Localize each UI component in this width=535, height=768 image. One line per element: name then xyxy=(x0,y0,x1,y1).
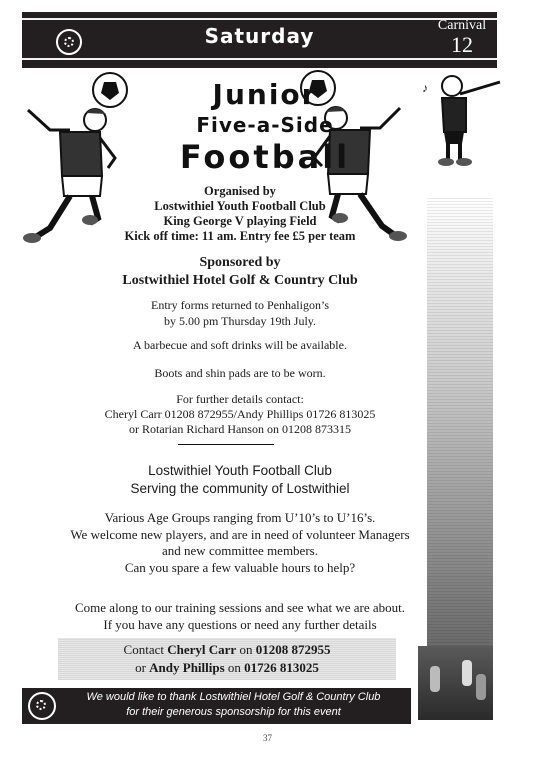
club-block xyxy=(60,462,420,498)
sponsor-name: Lostwithiel Hotel Golf & Country Club xyxy=(122,273,358,288)
footer-bar xyxy=(22,688,411,724)
entry-forms-text xyxy=(60,297,420,329)
sponsor-block xyxy=(60,254,420,290)
contact-name-2: Andy Phillips xyxy=(149,660,225,675)
referee-illustration xyxy=(420,70,510,170)
barbecue-text: A barbecue and soft drinks will be available. xyxy=(133,338,347,352)
event-title xyxy=(130,78,400,176)
venue: King George V playing Field xyxy=(163,214,317,228)
club-name: Lostwithiel Youth Football Club xyxy=(148,463,332,478)
contact-prefix-2: or xyxy=(135,660,150,675)
carnival-badge xyxy=(427,12,497,66)
contact-prefix-1: Contact xyxy=(123,642,168,657)
club-tagline: Serving the community of Lostwithiel xyxy=(130,481,350,496)
organised-by-label: Organised by xyxy=(204,184,276,198)
entry-line-2: by 5.00 pm Thursday 19th July. xyxy=(164,314,316,328)
contact-on-1: on xyxy=(236,642,256,657)
groups-line-4: Can you spare a few valuable hours to help? xyxy=(124,559,356,575)
organiser-block xyxy=(60,184,420,244)
title-line-1: Junior xyxy=(212,78,318,111)
photo-figure xyxy=(476,674,486,700)
contact-line-3: or Rotarian Richard Hanson on 01208 873315 xyxy=(129,422,351,436)
groups-line-3: and new committee members. xyxy=(162,543,318,558)
carnival-number: 12 xyxy=(451,32,473,57)
contact-on-2: on xyxy=(224,660,245,675)
header-day: Saturday xyxy=(204,24,315,48)
kickoff-and-fee: Kick off time: 11 am. Entry fee £5 per team xyxy=(124,229,356,243)
footer-line-1: We would like to thank Lostwithiel Hotel Golf & Country Club xyxy=(86,691,381,703)
sponsored-by-label: Sponsored by xyxy=(199,255,281,270)
title-line-3: Football xyxy=(179,138,351,176)
contact-phone-2: 01726 813025 xyxy=(244,660,319,675)
groups-line-1: Various Age Groups ranging from U’10’s to U’16’s. xyxy=(104,510,376,525)
groups-line-2: We welcome new players, and are in need of volunteer Managers xyxy=(70,526,410,542)
contact-label: For further details contact: xyxy=(176,392,304,406)
football-photo xyxy=(418,646,493,720)
decorative-gradient-column xyxy=(427,196,493,646)
organiser-name: Lostwithiel Youth Football Club xyxy=(154,199,326,213)
contact-box-line-2 xyxy=(58,659,396,677)
divider-line xyxy=(178,444,274,445)
age-groups-text xyxy=(40,510,440,576)
training-line-1: Come along to our training sessions and see what we are about. xyxy=(75,600,405,615)
footer-line-2: for their generous sponsorship for this event xyxy=(126,706,341,718)
rotary-emblem-icon xyxy=(28,692,56,720)
photo-figure xyxy=(430,666,440,692)
contact-details xyxy=(60,392,420,437)
training-line-2: If you have any questions or need any further details xyxy=(103,616,377,632)
carnival-label: Carnival xyxy=(437,18,487,33)
page-number: 37 xyxy=(263,733,272,743)
photo-figure xyxy=(462,660,472,686)
footer-thanks xyxy=(60,690,407,720)
contact-box-line-1 xyxy=(58,641,396,659)
header-stripe-top xyxy=(22,18,497,20)
svg-text:♪: ♪ xyxy=(422,81,428,95)
contact-name-1: Cheryl Carr xyxy=(167,642,237,657)
title-line-2: Five-a-Side xyxy=(196,113,334,137)
contact-box xyxy=(58,638,396,680)
header-stripe-bottom xyxy=(22,58,497,60)
training-text xyxy=(40,600,440,633)
boots-text: Boots and shin pads are to be worn. xyxy=(154,366,326,380)
entry-line-1: Entry forms returned to Penhaligon’s xyxy=(151,298,329,312)
header-bar xyxy=(22,12,497,68)
contact-phone-1: 01208 872955 xyxy=(255,642,331,657)
contact-line-2: Cheryl Carr 01208 872955/Andy Phillips 01726 813025 xyxy=(104,407,376,421)
